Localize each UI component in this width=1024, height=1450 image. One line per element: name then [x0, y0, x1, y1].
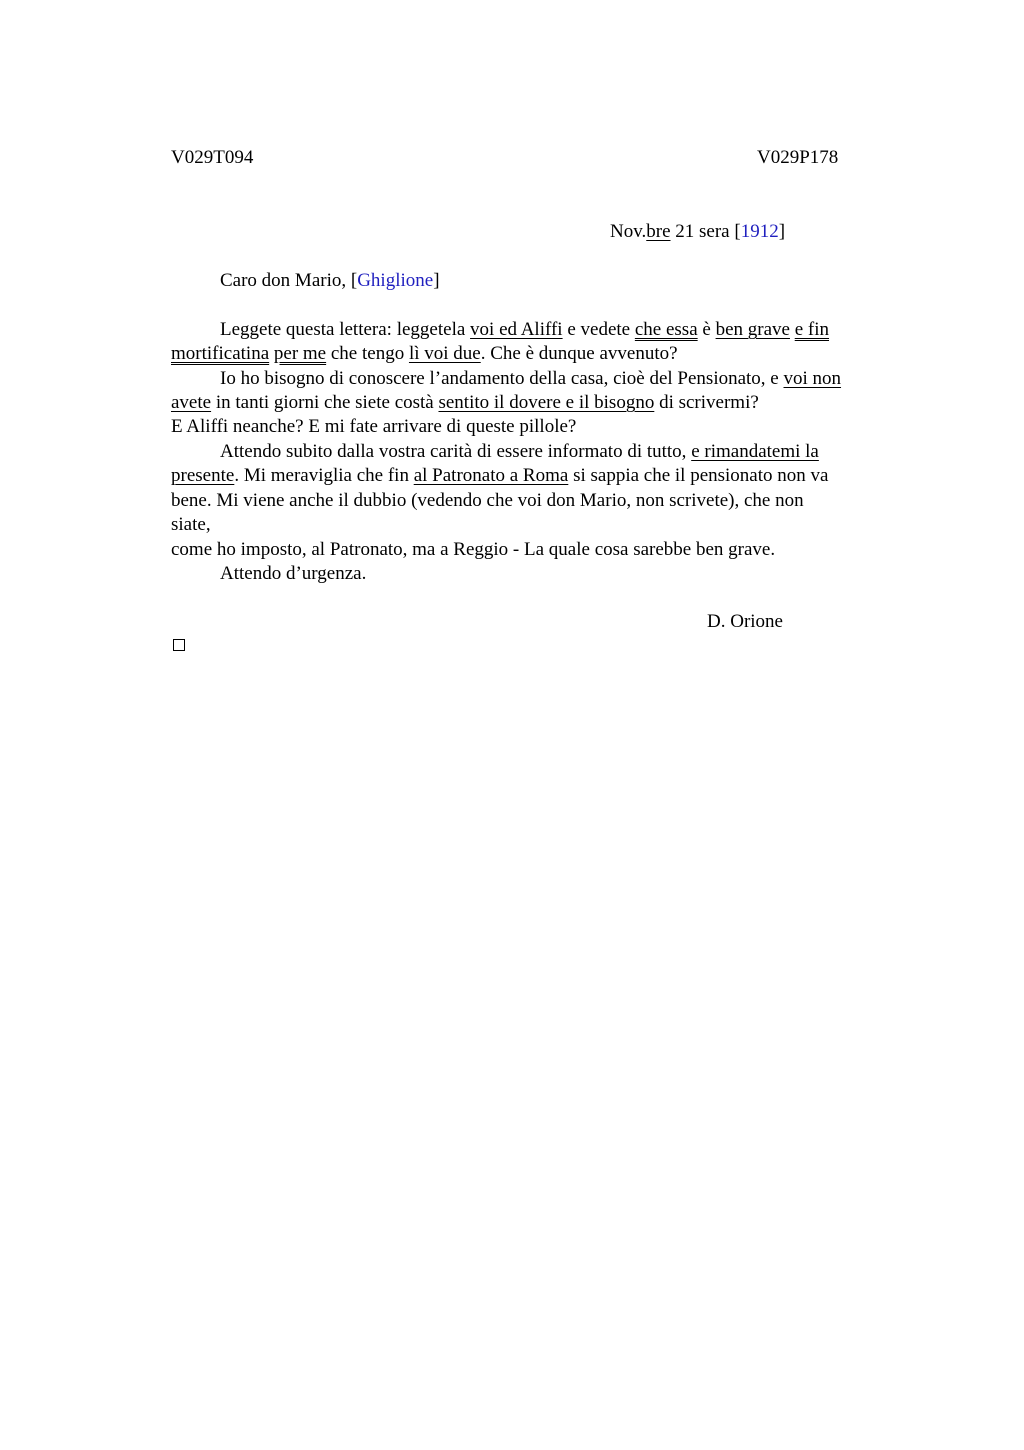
underlined-run: presente [171, 465, 235, 486]
underlined-run: voi non [783, 368, 842, 389]
underlined-run: voi ed Aliffi [470, 319, 563, 340]
text-run: di scrivermi? [654, 392, 759, 413]
body-line-11: Attendo d’urgenza. [220, 563, 367, 584]
underlined-run: e rimandatemi la [691, 441, 819, 462]
salutation [220, 270, 440, 292]
text-run: e vedete [562, 319, 635, 340]
header-right-code: V029P178 [757, 147, 839, 168]
text-run: si sappia che il pensionato non va [568, 465, 829, 486]
underlined-run: avete [171, 392, 212, 413]
double-underlined-run: che essa [634, 319, 698, 340]
letter-date [610, 221, 785, 243]
text-run: Leggete questa lettera: leggetela [220, 319, 471, 340]
text-run: Attendo subito dalla vostra carità di essere informato di tutto, [220, 441, 692, 462]
date-close: ] [778, 221, 786, 242]
date-year-editorial: 1912 [740, 221, 779, 242]
body-line-8: bene. Mi viene anche il dubbio (vedendo che voi don Mario, non scrivete), che non [171, 490, 804, 511]
salutation-name-editorial: Ghiglione [357, 270, 434, 291]
text-run: . Mi meraviglia che fin [234, 465, 414, 486]
body-line-1 [220, 318, 829, 342]
body-line-10: come ho imposto, al Patronato, ma a Reggio - La quale cosa sarebbe ben grave. [171, 539, 776, 560]
empty-checkbox-icon [173, 639, 185, 651]
text-run: Io ho bisogno di conoscere l’andamento della casa, cioè del Pensionato, e [220, 368, 784, 389]
text-run: è [697, 319, 716, 340]
text-run: in tanti giorni che siete costà [211, 392, 439, 413]
date-superscript-bre: bre [646, 221, 671, 242]
body-line-6 [220, 440, 819, 464]
double-underlined-run: per me [273, 343, 327, 364]
date-middle: 21 sera [ [670, 221, 741, 242]
salutation-text: Caro don Mario, [ [220, 270, 358, 291]
date-prefix: Nov. [610, 221, 647, 242]
underlined-run: ben grave [715, 319, 790, 340]
underlined-run: sentito il dovere e il bisogno [438, 392, 655, 413]
salutation-close: ] [433, 270, 440, 291]
text-run: che tengo [326, 343, 409, 364]
text-run: . Che è dunque avvenuto? [480, 343, 678, 364]
double-underlined-run: mortificatina [171, 343, 270, 364]
double-underlined-run: e fin [794, 319, 830, 340]
body-line-7 [171, 464, 828, 488]
body-line-4 [171, 391, 759, 415]
body-line-9: siate, [171, 514, 211, 535]
body-line-2 [171, 342, 678, 366]
body-line-5: E Aliffi neanche? E mi fate arrivare di queste pillole? [171, 416, 577, 437]
underlined-run: al Patronato a Roma [413, 465, 569, 486]
underlined-run: lì voi due [408, 343, 481, 364]
signature: D. Orione [707, 611, 783, 632]
header-left-code: V029T094 [171, 147, 254, 168]
body-line-3 [220, 367, 841, 391]
